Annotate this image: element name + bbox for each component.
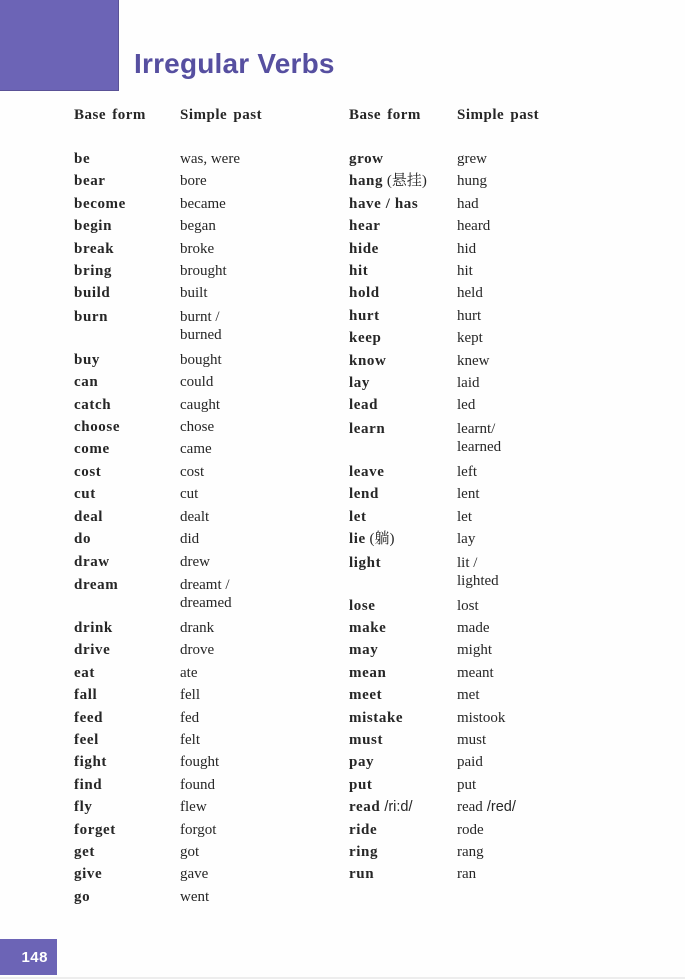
base-form-text: lay [349,375,370,392]
base-form-cell [74,416,180,438]
base-form-text: mean [349,664,387,681]
base-form-cell [349,282,457,304]
simple-past-cell: grew [457,151,487,167]
base-form-text: hold [349,285,380,302]
base-form-cell [74,438,180,460]
base-form-cell [349,662,457,684]
verb-row [74,305,319,349]
verb-rows [349,148,629,886]
verb-row [349,305,629,327]
base-form-text: know [349,352,387,369]
simple-past-cell: gave [180,866,209,883]
verb-row [74,416,319,438]
simple-past-cell: rode [457,821,484,838]
base-form-text: hang [349,173,384,190]
base-form-text: lose [349,597,376,614]
base-form-cell [74,260,180,282]
base-form-text: keep [349,330,382,347]
base-form-cell [349,148,457,170]
simple-past-cell: fed [180,709,200,726]
base-form-text: break [74,240,115,257]
simple-past-cell: got [180,843,200,860]
base-form-cell [349,238,457,260]
simple-past-cell: drank [180,619,215,636]
simple-past-cell: put [457,776,477,793]
base-form-text: become [74,195,126,212]
simple-past-header: Simple past [457,107,540,123]
base-form-cell [74,193,180,215]
base-form-text: draw [74,553,110,570]
base-form-text: mistake [349,709,404,726]
base-form-text: may [349,642,379,659]
base-form-note: (躺) [365,531,395,548]
base-form-cell [349,617,457,639]
base-form-cell [74,751,180,773]
verb-row [349,617,629,639]
verb-row [74,819,319,841]
simple-past-cell: heard [457,218,491,235]
base-form-text: catch [74,396,112,413]
verb-table-left [74,104,319,908]
simple-past-cell: led [457,397,476,414]
verb-row [349,707,629,729]
verb-row [74,371,319,393]
base-form-text: cost [74,463,102,480]
base-form-text: learn [349,420,386,437]
table-header [349,104,629,126]
verb-row [74,573,319,617]
base-form-text: build [74,285,111,302]
base-form-text: grow [349,151,384,167]
base-form-text: feel [74,731,99,748]
base-form-cell [74,148,180,170]
base-form-text: hear [349,218,381,235]
base-form-text: hurt [349,307,380,324]
verb-row [349,417,629,461]
simple-past-cell: caught [180,396,220,413]
base-form-cell [349,260,457,282]
simple-past-cell: was, were [180,151,240,167]
verb-row [349,282,629,304]
simple-past-cell: paid [457,754,483,771]
verb-row [74,438,319,460]
verb-row [349,841,629,863]
base-form-cell [349,774,457,796]
base-form-text: deal [74,508,104,525]
base-form-text: dream [74,576,119,593]
verb-row [349,260,629,282]
simple-past-cell: knew [457,352,490,369]
simple-past-cell: rang [457,843,484,860]
verb-row [349,684,629,706]
simple-past-cell: might [457,642,493,659]
simple-past-cell: built [180,285,208,302]
simple-past-cell: went [180,888,210,905]
simple-past-cell: hung [457,173,487,190]
verb-row [74,193,319,215]
verb-row [349,639,629,661]
base-form-text: bear [74,173,106,190]
base-form-cell [74,306,180,328]
simple-past-cell: must [457,731,487,748]
base-form-text: cut [74,486,96,503]
simple-past-cell: chose [180,419,215,436]
verb-row [349,327,629,349]
table-header [74,104,319,126]
verb-row [74,215,319,237]
verb-row [74,461,319,483]
verb-row [74,394,319,416]
base-form-text: have / has [349,195,419,212]
base-form-cell [74,707,180,729]
verb-row [349,528,629,550]
base-form-text: lie [349,531,366,548]
base-form-cell [349,394,457,416]
base-form-text: can [74,374,99,391]
verb-row [349,551,629,595]
base-form-cell [349,305,457,327]
base-form-cell [349,595,457,617]
base-form-text: give [74,866,103,883]
base-form-cell [74,551,180,573]
simple-past-cell: could [180,374,214,391]
verb-row [74,684,319,706]
simple-past-cell: read /red/ [457,799,516,816]
base-form-cell [74,863,180,885]
page-number-badge: 148 [0,939,57,975]
verb-row [74,349,319,371]
base-form-text: lead [349,397,379,414]
base-form-text: come [74,441,110,458]
base-form-cell [74,774,180,796]
base-form-text: run [349,866,375,883]
base-form-cell [349,863,457,885]
simple-past-phonetic: /red/ [482,799,516,816]
base-form-cell [74,886,180,908]
base-form-text: lend [349,486,379,503]
base-form-cell [74,170,180,192]
simple-past-cell: drove [180,642,215,659]
base-form-cell [349,684,457,706]
base-form-text: ride [349,821,378,838]
verb-row [74,170,319,192]
simple-past-cell: brought [180,263,227,280]
simple-past-cell: lay [457,531,476,548]
simple-past-cell: bought [180,351,222,368]
base-form-text: be [74,151,91,167]
verb-row [74,639,319,661]
simple-past-cell: had [457,195,479,212]
base-form-cell [74,238,180,260]
simple-past-cell: held [457,285,483,302]
base-form-cell [349,528,457,550]
verb-row [349,372,629,394]
base-form-cell [74,684,180,706]
base-form-text: feed [74,709,104,726]
base-form-text: fly [74,799,93,816]
simple-past-cell: ate [180,664,198,681]
simple-past-cell: did [180,531,200,548]
simple-past-cell: became [180,195,226,212]
verb-row [349,819,629,841]
verb-row [74,886,319,908]
simple-past-cell: drew [180,553,210,570]
base-form-cell [74,506,180,528]
base-form-cell [349,707,457,729]
verb-tables [74,104,629,908]
simple-past-cell: cut [180,486,199,503]
base-form-text: fall [74,687,98,704]
simple-past-cell: learnt/ learned [457,420,502,456]
verb-row [74,774,319,796]
base-form-text: leave [349,463,385,480]
base-form-cell [74,841,180,863]
base-form-text: go [74,888,91,905]
base-form-text: buy [74,351,100,368]
base-form-cell [349,372,457,394]
base-form-cell [349,552,457,574]
base-form-cell [74,282,180,304]
simple-past-cell: bore [180,173,207,190]
base-form-cell [74,729,180,751]
simple-past-cell: began [180,218,216,235]
verb-row [74,282,319,304]
base-form-cell [349,350,457,372]
base-form-text: drink [74,619,113,636]
base-form-cell [349,170,457,192]
simple-past-cell: meant [457,664,494,681]
verb-row [349,863,629,885]
verb-row [349,506,629,528]
verb-row [349,774,629,796]
base-form-cell [74,662,180,684]
base-form-text: do [74,531,92,548]
base-form-cell [74,639,180,661]
base-form-cell [74,371,180,393]
base-form-cell [349,483,457,505]
base-form-text: eat [74,664,95,681]
base-form-note: (悬挂) [383,173,427,190]
verb-row [349,193,629,215]
base-form-text: choose [74,419,121,436]
base-form-text: fight [74,754,107,771]
simple-past-cell: dreamt / dreamed [180,576,232,612]
verb-row [349,148,629,170]
simple-past-cell: lent [457,486,480,503]
base-form-cell [74,483,180,505]
verb-row [74,796,319,818]
base-form-text: hit [349,263,369,280]
simple-past-cell: flew [180,799,207,816]
simple-past-cell: let [457,508,472,525]
simple-past-cell: forgot [180,821,217,838]
simple-past-cell: fought [180,754,220,771]
base-form-cell [74,349,180,371]
base-form-text: drive [74,642,111,659]
verb-row [349,461,629,483]
verb-row [74,841,319,863]
base-form-text: burn [74,308,109,325]
simple-past-cell: hid [457,240,477,257]
simple-past-cell: felt [180,731,200,748]
base-form-text: forget [74,821,116,838]
verb-row [74,483,319,505]
base-form-cell [349,193,457,215]
verb-row [74,707,319,729]
base-form-cell [74,215,180,237]
base-form-cell [74,617,180,639]
base-form-cell [74,574,180,596]
verb-row [74,729,319,751]
verb-rows [74,148,319,908]
verb-row [349,483,629,505]
verb-row [349,215,629,237]
verb-row [349,170,629,192]
simple-past-cell: lit / lighted [457,554,499,589]
simple-past-cell: kept [457,330,483,347]
base-form-text: light [349,554,382,571]
base-form-text: begin [74,218,113,235]
base-form-cell [349,639,457,661]
simple-past-cell: left [457,463,477,480]
base-form-phonetic: /ri:d/ [380,799,413,816]
base-form-cell [349,418,457,440]
simple-past-cell: laid [457,375,480,392]
simple-past-cell: burnt / burned [180,308,222,344]
simple-past-cell: met [457,687,480,704]
verb-row [349,238,629,260]
base-form-text: read [349,799,381,816]
simple-past-cell: cost [180,463,205,480]
simple-past-cell: broke [180,240,215,257]
base-form-cell [349,796,457,818]
base-form-cell [349,506,457,528]
simple-past-cell: made [457,619,490,636]
verb-row [74,238,319,260]
verb-row [74,617,319,639]
simple-past-cell: mistook [457,709,506,726]
base-form-cell [349,729,457,751]
verb-row [74,751,319,773]
base-form-text: put [349,776,373,793]
base-form-text: pay [349,754,375,771]
base-form-cell [349,327,457,349]
base-form-cell [349,819,457,841]
base-form-text: bring [74,263,113,280]
verb-row [349,394,629,416]
verb-row [74,148,319,170]
simple-past-cell: ran [457,866,477,883]
base-form-text: get [74,843,95,860]
simple-past-cell: fell [180,687,200,704]
verb-row [74,863,319,885]
verb-row [74,528,319,550]
base-form-cell [349,751,457,773]
simple-past-cell: lost [457,597,479,614]
simple-past-header: Simple past [180,107,263,123]
verb-row [349,662,629,684]
base-form-cell [349,841,457,863]
base-form-cell [349,461,457,483]
page-title: Irregular Verbs [134,48,335,79]
verb-row [349,729,629,751]
base-form-header: Base form [74,107,146,123]
base-form-text: make [349,619,387,636]
base-form-cell [74,461,180,483]
base-form-text: find [74,776,103,793]
verb-row [349,751,629,773]
base-form-cell [74,819,180,841]
simple-past-cell: came [180,441,212,458]
base-form-cell [74,796,180,818]
base-form-cell [74,528,180,550]
simple-past-cell: hurt [457,307,482,324]
verb-row [74,260,319,282]
verb-row [74,506,319,528]
base-form-cell [74,394,180,416]
verb-row [349,796,629,818]
base-form-text: ring [349,843,379,860]
base-form-text: must [349,731,384,748]
verb-row [349,595,629,617]
verb-row [349,350,629,372]
verb-table-right [349,104,629,908]
simple-past-cell: dealt [180,508,210,525]
base-form-text: meet [349,687,383,704]
verb-row [74,662,319,684]
verb-row [74,551,319,573]
simple-past-cell: found [180,776,215,793]
base-form-cell [349,215,457,237]
base-form-text: let [349,508,367,525]
simple-past-cell: hit [457,263,473,280]
base-form-text: hide [349,240,379,257]
header-accent-block [0,0,119,91]
base-form-header: Base form [349,107,421,123]
